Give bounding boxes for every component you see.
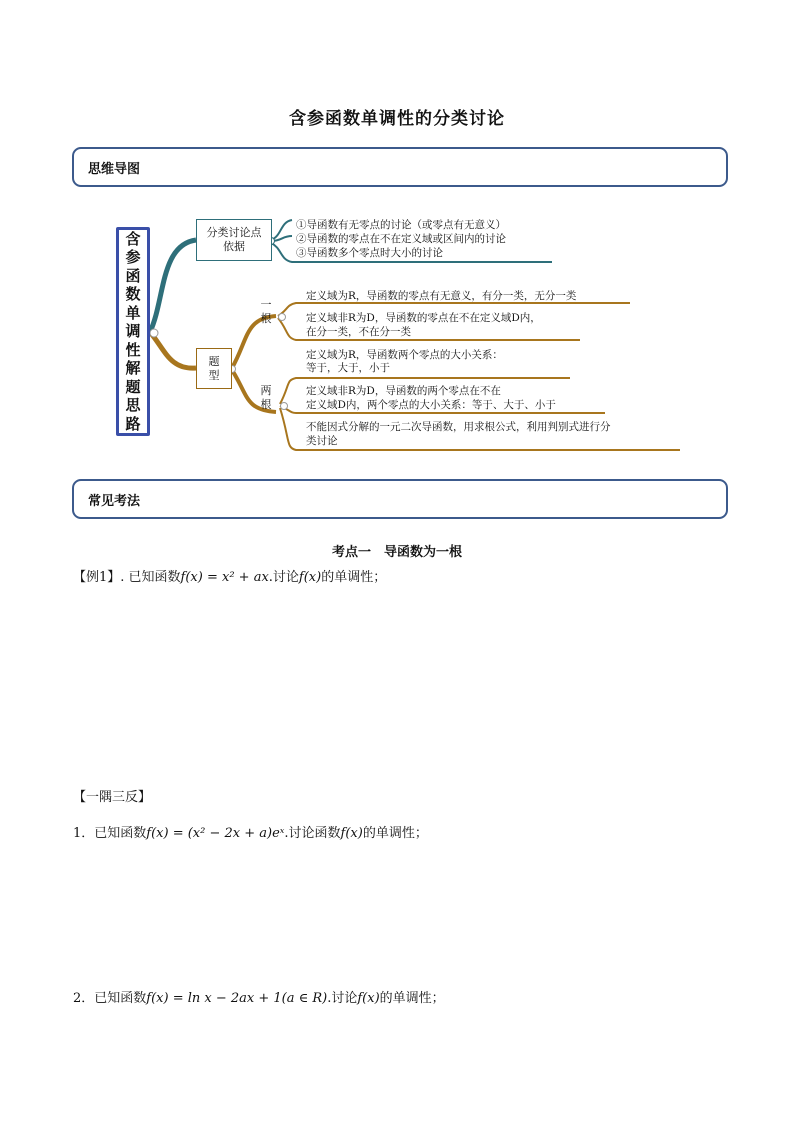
- two-roots-item-6: 类讨论: [306, 435, 338, 447]
- q2-label: 2．已知函数: [73, 991, 147, 1006]
- sub-two-roots: 两根: [260, 384, 272, 411]
- q2-formula: f(x) = ln x − 2ax + 1(a ∈ R): [146, 991, 328, 1006]
- basis-item-1: ①导函数有无零点的讨论（或零点有无意义）: [296, 219, 506, 231]
- q1-label: 1．已知函数: [73, 826, 147, 841]
- mindmap-root-label: 含参函数单调性解题思路: [125, 229, 141, 433]
- q2-tail: .讨论: [327, 991, 358, 1006]
- section-banner-methods: [72, 479, 728, 519]
- two-roots-item-1: 定义域为R，导函数两个零点的大小关系：: [306, 349, 503, 361]
- mindmap-node-basis: [196, 219, 272, 261]
- q1-tail-2: 的单调性；: [362, 826, 428, 841]
- q1-fx: f(x): [340, 826, 363, 841]
- one-root-item-2: 定义域非R为D，导函数的零点在不在定义域D内，: [306, 312, 541, 324]
- practice-heading: 【一隅三反】: [73, 790, 152, 805]
- one-root-item-1: 定义域为R，导函数的零点有无意义，有分一类，无分一类: [306, 290, 577, 302]
- two-roots-item-4: 定义域D内，两个零点的大小关系：等于、大于、小于: [306, 399, 556, 411]
- example-tail: .讨论: [268, 570, 299, 585]
- example-label: 【例1】. 已知函数: [73, 570, 181, 585]
- mindmap-node-basis-label: 分类讨论点依据: [206, 226, 262, 253]
- two-roots-item-2: 等于，大于，小于: [306, 362, 390, 374]
- q1-tail: .讨论函数: [284, 826, 341, 841]
- two-roots-item-3: 定义域非R为D，导函数的两个零点在不在: [306, 385, 501, 397]
- question-1: [73, 825, 428, 843]
- banner-label: 思维导图: [88, 162, 141, 177]
- mindmap-node-types-label: 题型: [208, 354, 220, 382]
- example-tail-2: 的单调性；: [321, 570, 387, 585]
- basis-item-2: ②导函数的零点在不在定义域或区间内的讨论: [296, 233, 506, 245]
- one-root-item-3: 在分一类，不在分一类: [306, 326, 411, 338]
- page-title: 含参函数单调性的分类讨论: [289, 109, 505, 129]
- question-2: [73, 990, 445, 1008]
- basis-item-3: ③导函数多个零点时大小的讨论: [296, 247, 443, 259]
- example-1: [73, 569, 386, 587]
- banner-label: 常见考法: [88, 494, 141, 509]
- q1-formula: f(x) = (x² − 2x + a)eˣ: [146, 826, 285, 841]
- two-roots-item-5: 不能因式分解的一元二次导函数，用求根公式，利用判别式进行分: [306, 421, 611, 433]
- mindmap-root: [116, 227, 150, 436]
- example-formula: f(x) = x² + ax: [180, 570, 269, 585]
- example-fx: f(x): [298, 570, 322, 585]
- q2-tail-2: 的单调性；: [379, 991, 445, 1006]
- mindmap-node-types: [196, 348, 232, 389]
- q2-fx: f(x): [357, 991, 380, 1006]
- section-heading: 考点一 导函数为一根: [331, 545, 462, 560]
- sub-one-root: 一根: [260, 298, 272, 325]
